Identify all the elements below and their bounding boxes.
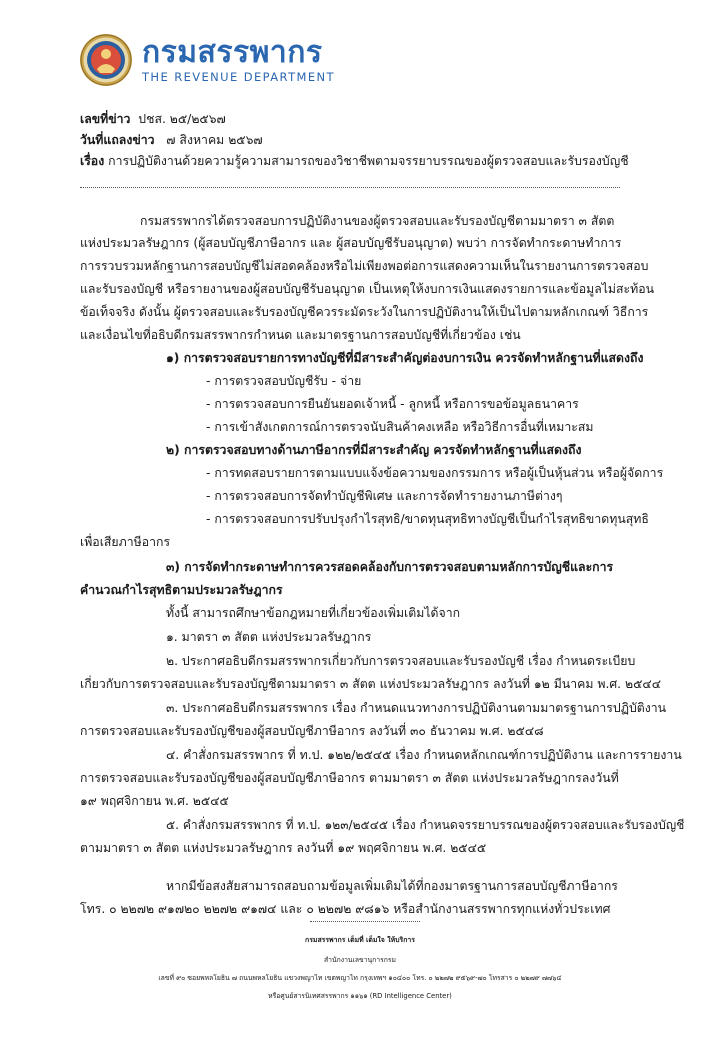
reference-item-cont: การตรวจสอบและรับรองบัญชีของผู้สอบบัญชีภาษีอากร ตามมาตรา ๓ สัตต แห่งประมวลรัษฎากรลงวันที่ (80, 771, 619, 785)
reference-item-cont: การตรวจสอบและรับรองบัญชีของผู้สอบบัญชีภาษีอากร ลงวันที่ ๓๐ ธันวาคม พ.ศ. ๒๕๔๘ (80, 724, 544, 738)
section-2-item: - การตรวจสอบการปรับปรุงกำไรสุทธิ/ขาดทุนสุทธิทางบัญชีเป็นกำไรสุทธิขาดทุนสุทธิ (206, 512, 649, 526)
reference-item-cont: ๑๙ พฤศจิกายน พ.ศ. ๒๕๔๕ (80, 794, 229, 808)
revenue-department-seal-icon (79, 33, 133, 87)
intro-line: และเงื่อนไขที่อธิบดีกรมสรรพากรกำหนด และมาตรฐานการสอบบัญชีที่เกี่ยวข้อง เช่น (80, 328, 521, 342)
reference-item-cont: เกี่ยวกับการตรวจสอบและรับรองบัญชีตามมาตรา ๓ สัตต แห่งประมวลรัษฎากร ลงวันที่ ๑๒ มีนาคม พ.ศ. ๒๕๔๔ (80, 677, 662, 691)
footer-office: สำนักงานเลขานุการกรม (324, 956, 396, 964)
reference-item: ๒. ประกาศอธิบดีกรมสรรพากรเกี่ยวกับการตรวจสอบและรับรองบัญชี เรื่อง กำหนดระเบียบ (166, 654, 636, 668)
section-2-item: - การทดสอบรายการตามแบบแจ้งข้อความของกรรมการ หรือผู้เป็นหุ้นส่วน หรือผู้จัดการ (206, 466, 664, 480)
date-row (80, 130, 680, 150)
footer-address: เลขที่ ๙๐ ซอยพหลโยธิน ๗ ถนนพหลโยธิน แขวงพญาไท เขตพญาไท กรุงเทพฯ ๑๐๔๐๐ โทร. ๐ ๒๒๗๒ ๙๕๖๙-๗๐ โทรสาร ๐ ๒๒๗๙ ๗๗๖๔ (158, 974, 562, 982)
references-intro: ทั้งนี้ สามารถศึกษาข้อกฎหมายที่เกี่ยวข้องเพิ่มเติมได้จาก (166, 606, 461, 620)
section-2-continuation: เพื่อเสียภาษีอากร (80, 535, 171, 549)
news-number-value: ปชส. ๒๕/๒๕๖๗ (138, 112, 226, 126)
news-number-label: เลขที่ข่าว (80, 112, 131, 126)
date-value: ๗ สิงหาคม ๒๕๖๗ (166, 133, 263, 147)
subject-label: เรื่อง (80, 154, 105, 168)
reference-item: ๑. มาตรา ๓ สัตต แห่งประมวลรัษฎากร (166, 630, 372, 644)
brand-thai-name: กรมสรรพากร (142, 35, 323, 70)
news-number-row (80, 109, 680, 129)
divider (80, 187, 620, 188)
intro-line: ข้อเท็จจริง ดังนั้น ผู้ตรวจสอบและรับรองบัญชีควรระมัดระวังในการปฏิบัติงานให้เป็นไปตามหลักเกณฑ์ วิธีการ (80, 305, 649, 319)
section-2-item: - การตรวจสอบการจัดทำบัญชีพิเศษ และการจัดทำรายงานภาษีต่างๆ (206, 489, 563, 503)
section-2-heading: ๒) การตรวจสอบทางด้านภาษีอากรที่มีสาระสำคัญ ควรจัดทำหลักฐานที่แสดงถึง (166, 443, 582, 457)
reference-item: ๓. ประกาศอธิบดีกรมสรรพากร เรื่อง กำหนดแนวทางการปฏิบัติงานตามมาตรฐานการปฏิบัติงาน (166, 701, 667, 715)
section-1-item: - การตรวจสอบการยืนยันยอดเจ้าหนี้ - ลูกหนี้ หรือการขอข้อมูลธนาคาร (206, 397, 579, 411)
contact-line: หากมีข้อสงสัยสามารถสอบถามข้อมูลเพิ่มเติมได้ที่กองมาตรฐานการสอบบัญชีภาษีอากร (166, 879, 618, 893)
date-label: วันที่แถลงข่าว (80, 133, 155, 147)
intro-line: และรับรองบัญชี หรือรายงานของผู้สอบบัญชีรับอนุญาต เป็นเหตุให้งบการเงินแสดงรายการและข้อมูลไม่สะท้อน (80, 282, 655, 296)
section-3-heading: ๓) การจัดทำกระดาษทำการควรสอดคล้องกับการตรวจสอบตามหลักการบัญชีและการ (166, 560, 614, 574)
brand-block (142, 36, 335, 84)
footer-divider (310, 921, 420, 922)
footer-callcenter: หรือศูนย์สารนิเทศสรรพากร ๑๑๖๑ (RD Intelligence Center) (268, 992, 452, 1000)
subject-value: การปฏิบัติงานด้วยความรู้ความสามารถของวิชาชีพตามจรรยาบรรณของผู้ตรวจสอบและรับรองบัญชี (108, 154, 629, 168)
reference-item-cont: ตามมาตรา ๓ สัตต แห่งประมวลรัษฎากร ลงวันที่ ๑๙ พฤศจิกายน พ.ศ. ๒๕๔๕ (80, 841, 487, 855)
intro-line: แห่งประมวลรัษฎากร (ผู้สอบบัญชีภาษีอากร และ ผู้สอบบัญชีรับอนุญาต) พบว่า การจัดทำกระดาษทำการ (80, 236, 622, 250)
intro-line: การรวบรวมหลักฐานการสอบบัญชีไม่สอดคล้องหรือไม่เพียงพอต่อการแสดงความเห็นในรายงานการตรวจสอบ (80, 259, 649, 273)
brand-english-name: THE REVENUE DEPARTMENT (142, 70, 335, 84)
intro-line: กรมสรรพากรได้ตรวจสอบการปฏิบัติงานของผู้ตรวจสอบและรับรองบัญชีตามมาตรา ๓ สัตต (140, 214, 615, 228)
section-1-item: - การเข้าสังเกตการณ์การตรวจนับสินค้าคงเหลือ หรือวิธีการอื่นที่เหมาะสม (206, 420, 594, 434)
contact-line: โทร. ๐ ๒๒๗๒ ๙๑๗๒๐ ๒๒๗๒ ๙๑๗๔ และ ๐ ๒๒๗๒ ๙๘๑๖ หรือสำนักงานสรรพากรทุกแห่งทั่วประเทศ (80, 902, 611, 916)
section-3-heading-cont: คำนวณกำไรสุทธิตามประมวลรัษฎากร (80, 583, 283, 597)
subject-row (80, 151, 680, 171)
footer-slogan: กรมสรรพากร เต็มที่ เต็มใจ ให้บริการ (305, 936, 415, 944)
reference-item: ๕. คำสั่งกรมสรรพากร ที่ ท.ป. ๑๒๓/๒๕๔๕ เรื่อง กำหนดจรรยาบรรณของผู้ตรวจสอบและรับรองบัญชี (166, 818, 685, 832)
reference-item: ๔. คำสั่งกรมสรรพากร ที่ ท.ป. ๑๒๒/๒๕๔๕ เรื่อง กำหนดหลักเกณฑ์การปฏิบัติงาน และการรายงาน (166, 748, 682, 762)
section-1-item: - การตรวจสอบบัญชีรับ - จ่าย (206, 374, 362, 388)
section-1-heading: ๑) การตรวจสอบรายการทางบัญชีที่มีสาระสำคัญต่องบการเงิน ควรจัดทำหลักฐานที่แสดงถึง (166, 351, 644, 365)
